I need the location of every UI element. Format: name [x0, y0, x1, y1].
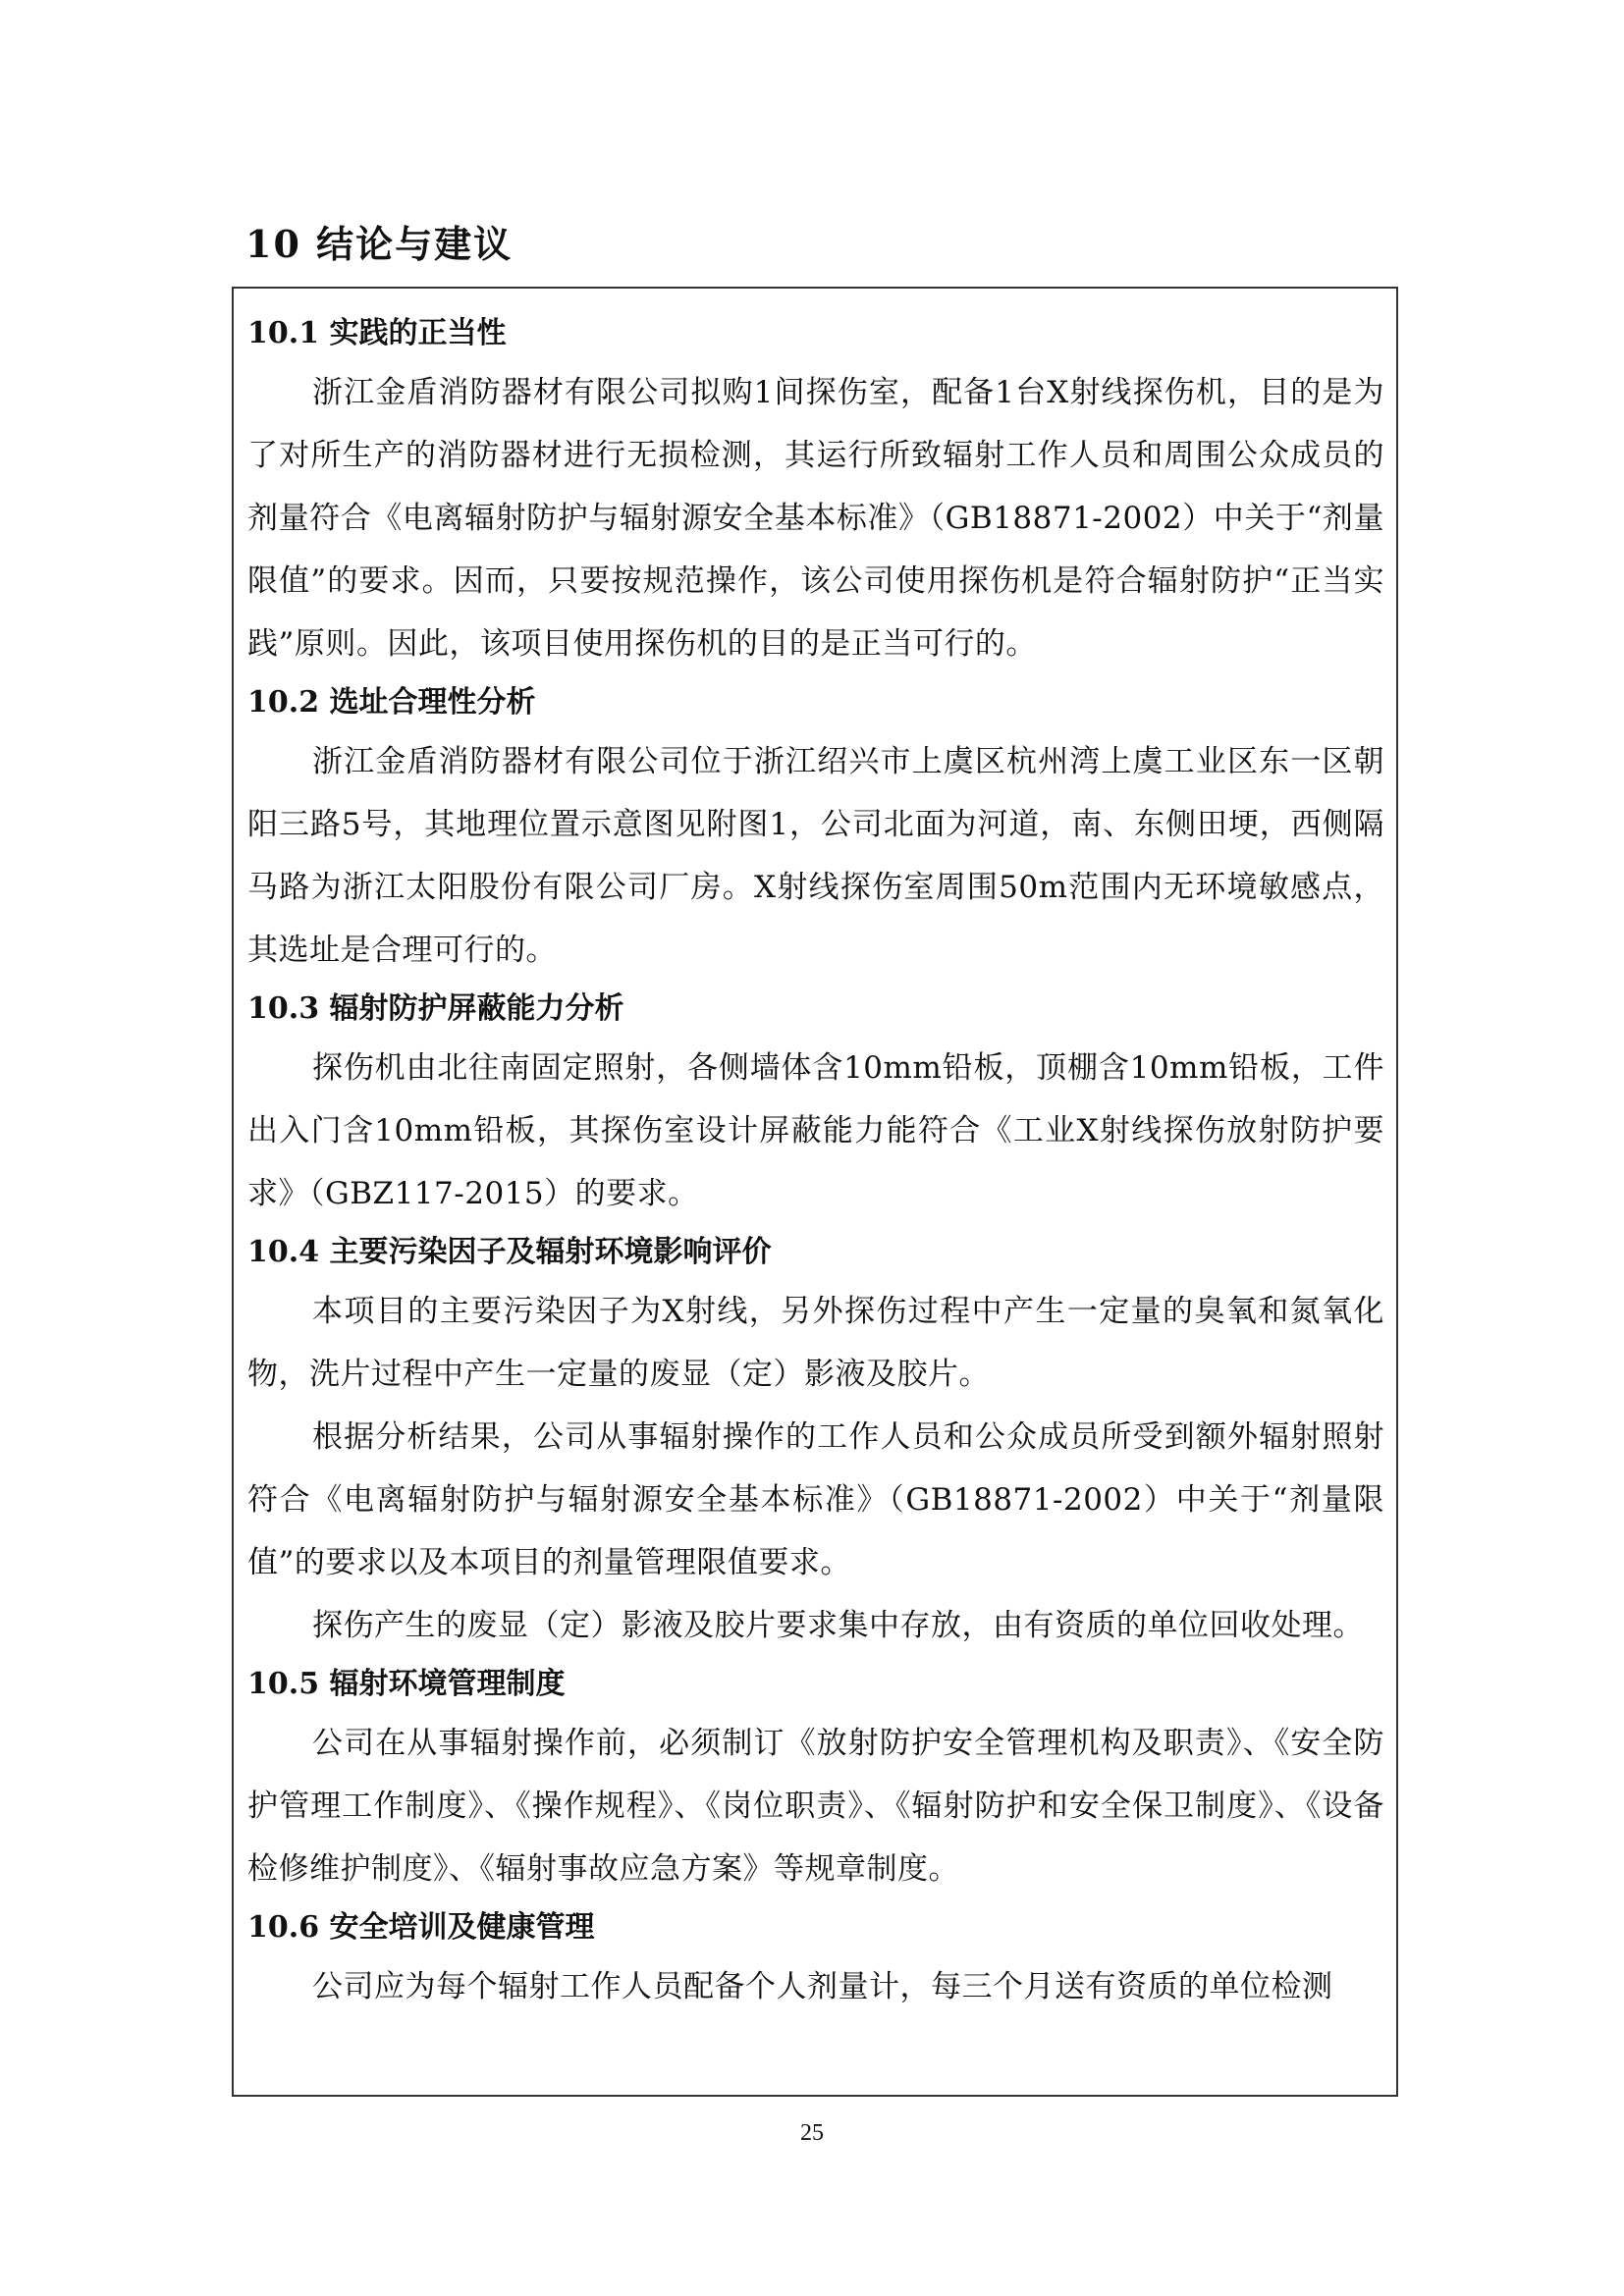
paragraph: 公司应为每个辐射工作人员配备个人剂量计，每三个月送有资质的单位检测: [312, 1969, 1333, 2004]
section-10-5: [247, 1657, 1384, 1900]
paragraph: 浙江金盾消防器材有限公司拟购1间探伤室，配备1台X射线探伤机，目的是为了对所生产的消防器材进行无损检测，其运行所致辐射工作人员和周围公众成员的剂量符合《电离辐射防护与辐射源安全基本标准》（GB18871-2002）中关于“剂量限值”的要求。因而，只要按规范操作，该公司使用探伤机是符合辐射防护“正当实践”原则。因此，该项目使用探伤机的目的是正当可行的。: [247, 375, 1384, 662]
section-10-3: [247, 982, 1384, 1225]
paragraph: 浙江金盾消防器材有限公司位于浙江绍兴市上虞区杭州湾上虞工业区东一区朝阳三路5号，其地理位置示意图见附图1，公司北面为河道，南、东侧田埂，西侧隔马路为浙江太阳股份有限公司厂房。X射线探伤室周围50m范围内无环境敏感点，其选址是合理可行的。: [247, 744, 1384, 968]
section-heading: 10.3 辐射防护屏蔽能力分析: [247, 991, 624, 1026]
paragraph: 探伤产生的废显（定）影液及胶片要求集中存放，由有资质的单位回收处理。: [312, 1608, 1364, 1643]
paragraph: 本项目的主要污染因子为X射线，另外探伤过程中产生一定量的臭氧和氮氧化物，洗片过程中产生一定量的废显（定）影液及胶片。: [247, 1294, 1384, 1392]
page-number: 25: [800, 2120, 824, 2146]
section-heading: 10.1 实践的正当性: [247, 316, 507, 350]
section-heading: 10.4 主要污染因子及辐射环境影响评价: [247, 1235, 772, 1269]
chapter-title: 10 结论与建议: [245, 222, 514, 266]
section-10-4: [247, 1225, 1384, 1657]
paragraph: 根据分析结果，公司从事辐射操作的工作人员和公众成员所受到额外辐射照射符合《电离辐射防护与辐射源安全基本标准》（GB18871-2002）中关于“剂量限值”的要求以及本项目的剂量管理限值要求。: [247, 1419, 1384, 1580]
paragraph: 探伤机由北往南固定照射，各侧墙体含10mm铅板，顶棚含10mm铅板，工件出入门含10mm铅板，其探伤室设计屏蔽能力能符合《工业X射线探伤放射防护要求》（GBZ117-2015）的要求。: [247, 1050, 1384, 1211]
section-10-2: [247, 675, 1384, 982]
section-heading: 10.2 选址合理性分析: [247, 685, 536, 720]
section-10-1: [247, 306, 1384, 675]
content-body: [247, 306, 1384, 2018]
paragraph: 公司在从事辐射操作前，必须制订《放射防护安全管理机构及职责》、《安全防护管理工作制度》、《操作规程》、《岗位职责》、《辐射防护和安全保卫制度》、《设备检修维护制度》、《辐射事故应急方案》等规章制度。: [247, 1726, 1384, 1887]
section-heading: 10.5 辐射环境管理制度: [247, 1667, 566, 1701]
section-10-6: [247, 1900, 1384, 2018]
section-heading: 10.6 安全培训及健康管理: [247, 1910, 595, 1945]
content-box: [232, 287, 1398, 2097]
